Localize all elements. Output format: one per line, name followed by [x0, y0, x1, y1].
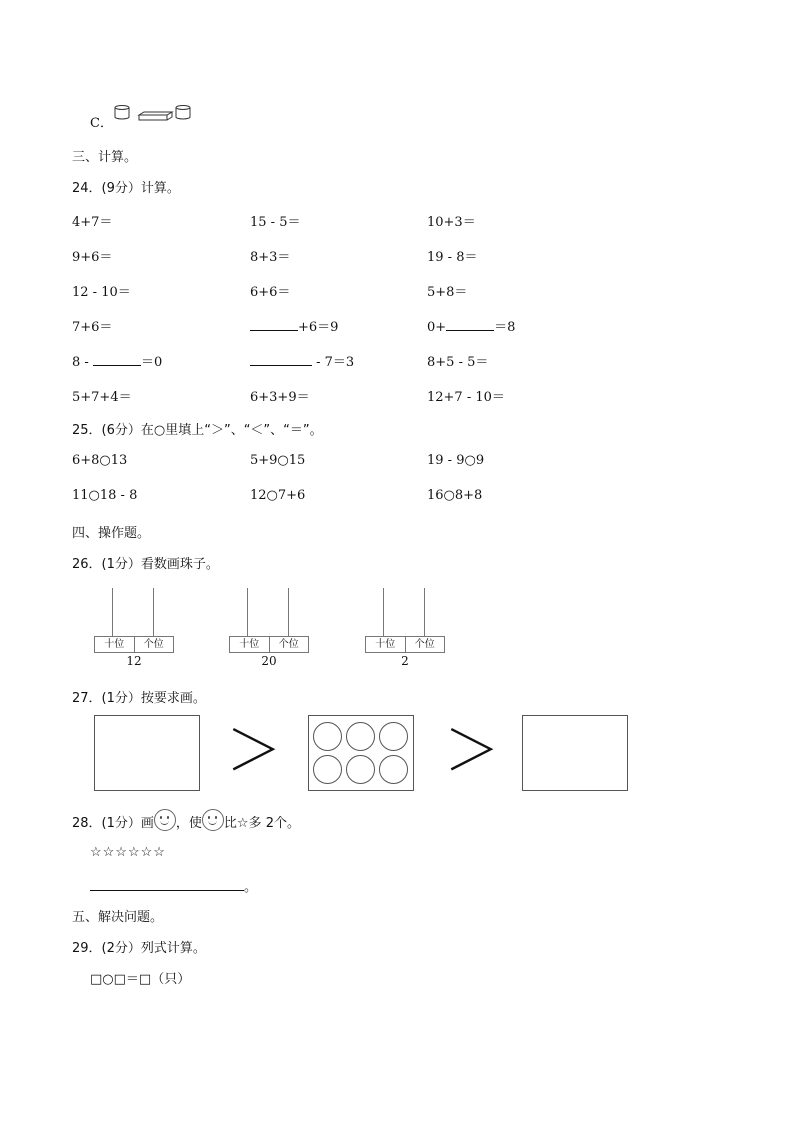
q25-title: 25．(6分）在○里填上“＞”、“＜”、“＝”。 [72, 423, 323, 438]
abacus-number: 20 [261, 654, 277, 668]
abacus-base [229, 636, 309, 653]
ones-label: 个位 [134, 637, 174, 652]
smiley-icon [154, 809, 176, 831]
abacus-base [94, 636, 174, 653]
abacus-rod-ones [424, 588, 425, 636]
abacus-rod-tens [112, 588, 113, 636]
answer-blank[interactable] [90, 878, 244, 891]
q24-item: 6+3+9＝ [250, 390, 310, 405]
greater-than-symbol: ＞ [444, 719, 500, 784]
q25-item: 11○18 - 8 [72, 488, 138, 503]
answer-blank[interactable] [250, 353, 312, 366]
q25-item: 16○8+8 [427, 488, 483, 503]
option-c-label: C． [90, 116, 113, 131]
q24-item: 5+8＝ [427, 285, 468, 300]
q24-item: 7+6＝ [72, 320, 113, 335]
abacus [229, 588, 309, 668]
answer-blank[interactable] [93, 353, 141, 366]
abacus [365, 588, 445, 668]
q24-item: 8+5 - 5＝ [427, 355, 489, 370]
option-c [90, 112, 113, 131]
q24-item: 6+6＝ [250, 285, 291, 300]
ones-label: 个位 [405, 637, 445, 652]
q24-item-fill-blank: 0+ ＝8 [427, 320, 516, 335]
answer-blank[interactable] [250, 318, 298, 331]
drawing-box-left[interactable] [94, 715, 200, 791]
abacus-number: 2 [401, 654, 409, 668]
circle-box [308, 715, 414, 791]
q25-item: 5+9○15 [250, 453, 306, 468]
q29-title: 29．(2分）列式计算。 [72, 941, 206, 956]
q25-item: 6+8○13 [72, 453, 128, 468]
circle-shape [379, 755, 408, 784]
drawing-box-right[interactable] [522, 715, 628, 791]
q24-item-fill-blank: +6＝9 [250, 316, 338, 335]
greater-than-symbol: ＞ [226, 719, 282, 784]
circle-shape [346, 755, 375, 784]
q24-item: 5+7+4＝ [72, 390, 132, 405]
smiley-icon [202, 809, 224, 831]
q24-item: 10+3＝ [427, 215, 476, 230]
q24-item: 15 - 5＝ [250, 215, 301, 230]
ones-label: 个位 [269, 637, 309, 652]
q27-title: 27．(1分）按要求画。 [72, 691, 206, 706]
abacus-base [365, 636, 445, 653]
q24-item-fill-blank: - 7＝3 [250, 351, 354, 370]
q24-item: 12+7 - 10＝ [427, 390, 505, 405]
q25-item: 19 - 9○9 [427, 453, 485, 468]
circle-shape [313, 755, 342, 784]
q24-item: 19 - 8＝ [427, 250, 478, 265]
abacus-number: 12 [126, 654, 142, 668]
q26-title: 26．(1分）看数画珠子。 [72, 557, 219, 572]
tens-label: 十位 [375, 639, 396, 650]
tens-label: 十位 [104, 639, 125, 650]
circle-shape [313, 722, 342, 751]
abacus-rod-tens [383, 588, 384, 636]
q24-item: 9+6＝ [72, 250, 113, 265]
section3-title: 三、计算。 [72, 150, 138, 165]
q24-item: 4+7＝ [72, 215, 113, 230]
circle-shape [346, 722, 375, 751]
shapes-cylinder-cuboid-cylinder-icon [114, 104, 194, 124]
star-row: ☆☆☆☆☆☆ [90, 845, 166, 860]
section4-title: 四、操作题。 [72, 526, 151, 541]
abacus [94, 588, 174, 668]
q28-line: 28．(1分）画 ，使 比☆多 2个。 [72, 809, 300, 831]
q28-answer-line: 。 [90, 876, 257, 895]
q24-item: 12 - 10＝ [72, 285, 131, 300]
tens-label: 十位 [239, 639, 260, 650]
q25-item: 12○7+6 [250, 488, 306, 503]
abacus-rod-ones [288, 588, 289, 636]
abacus-rod-tens [247, 588, 248, 636]
answer-blank[interactable] [446, 318, 494, 331]
q24-item: 8+3＝ [250, 250, 291, 265]
abacus-rod-ones [153, 588, 154, 636]
q29-formula: □○□＝□（只） [90, 972, 191, 987]
circle-shape [379, 722, 408, 751]
section5-title: 五、解决问题。 [72, 910, 164, 925]
q24-title: 24．(9分）计算。 [72, 181, 180, 196]
q24-item-fill-blank: 8 - ＝0 [72, 355, 163, 370]
